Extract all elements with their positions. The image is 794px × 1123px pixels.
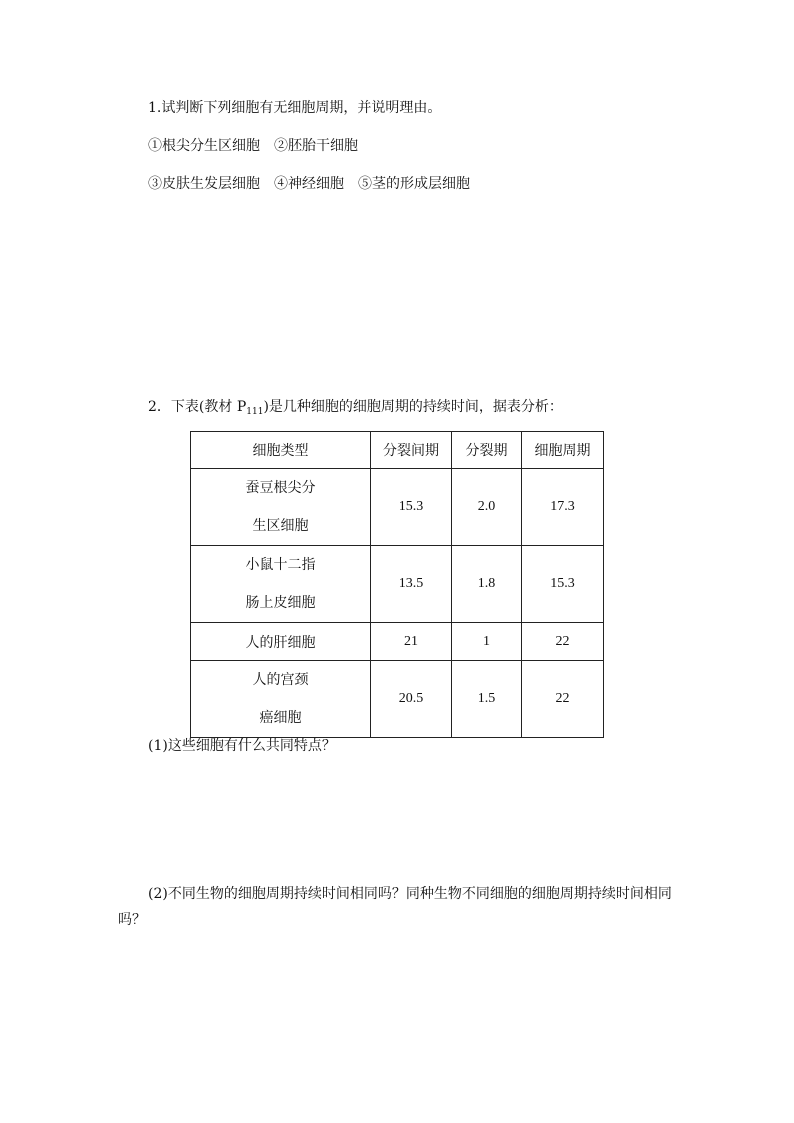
- interphase-value: 15.3: [371, 469, 452, 546]
- question-1-title: 1.试判断下列细胞有无细胞周期，并说明理由。: [148, 100, 442, 116]
- question-1-options-line-1: ①根尖分生区细胞 ②胚胎干细胞: [148, 138, 358, 154]
- interphase-value: 21: [371, 623, 452, 661]
- cycle-value: 22: [522, 661, 604, 738]
- header-mitosis: 分裂期: [452, 432, 522, 469]
- table-row: [191, 661, 604, 738]
- cell-type-name: 人的肝细胞: [191, 623, 371, 661]
- mitosis-value: 2.0: [452, 469, 522, 546]
- question-2-intro-prefix: 2．下表(教材 P: [148, 399, 247, 415]
- table-header-row: [191, 432, 604, 469]
- table-row: [191, 546, 604, 623]
- sub-question-2-line-1: (2)不同生物的细胞周期持续时间相同吗？同种生物不同细胞的细胞周期持续时间相同: [148, 886, 672, 902]
- cell-type-name: 小鼠十二指 肠上皮细胞: [191, 546, 371, 623]
- interphase-value: 13.5: [371, 546, 452, 623]
- cycle-value: 22: [522, 623, 604, 661]
- table-row: [191, 469, 604, 546]
- sub-question-2-line-2: 吗？: [118, 912, 146, 928]
- table-row: [191, 623, 604, 661]
- header-cell-cycle: 细胞周期: [522, 432, 604, 469]
- question-1-options-line-2: ③皮肤生发层细胞 ④神经细胞 ⑤茎的形成层细胞: [148, 176, 470, 192]
- question-2-intro: [148, 397, 563, 422]
- header-interphase: 分裂间期: [371, 432, 452, 469]
- cell-type-name: 蚕豆根尖分 生区细胞: [191, 469, 371, 546]
- cycle-value: 17.3: [522, 469, 604, 546]
- cycle-value: 15.3: [522, 546, 604, 623]
- textbook-page-subscript: 111: [246, 407, 264, 417]
- mitosis-value: 1.8: [452, 546, 522, 623]
- mitosis-value: 1.5: [452, 661, 522, 738]
- question-2-intro-suffix: )是几种细胞的细胞周期的持续时间，据表分析：: [263, 399, 563, 415]
- header-cell-type: 细胞类型: [191, 432, 371, 469]
- sub-question-1: (1)这些细胞有什么共同特点？: [148, 738, 336, 754]
- interphase-value: 20.5: [371, 661, 452, 738]
- mitosis-value: 1: [452, 623, 522, 661]
- cell-type-name: 人的宫颈 癌细胞: [191, 661, 371, 738]
- cell-cycle-table: [190, 431, 604, 738]
